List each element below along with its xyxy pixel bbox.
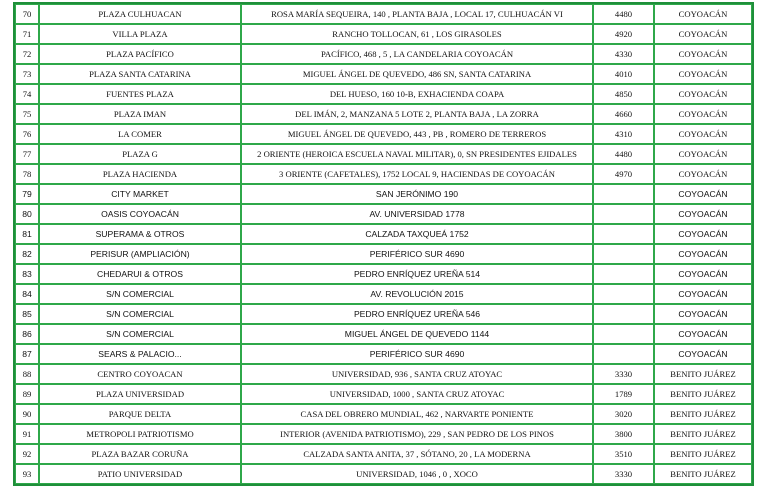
municipality-cell: COYOACÁN xyxy=(654,164,752,184)
municipality-cell: COYOACÁN xyxy=(654,244,752,264)
table-row xyxy=(15,404,752,424)
postal-code-cell: 4310 xyxy=(593,124,654,144)
plaza-name-cell: PLAZA G xyxy=(39,144,241,164)
postal-code-cell xyxy=(593,324,654,344)
plaza-name-cell: CENTRO COYOACAN xyxy=(39,364,241,384)
row-number-cell: 89 xyxy=(15,384,39,404)
plaza-name-cell: PERISUR (AMPLIACIÓN) xyxy=(39,244,241,264)
plaza-name-cell: PLAZA SANTA CATARINA xyxy=(39,64,241,84)
row-number-cell: 88 xyxy=(15,364,39,384)
address-cell: MIGUEL ÁNGEL DE QUEVEDO, 443 , PB , ROMERO DE TERREROS xyxy=(241,124,593,144)
row-number-cell: 74 xyxy=(15,84,39,104)
address-cell: RANCHO TOLLOCAN, 61 , LOS GIRASOLES xyxy=(241,24,593,44)
municipality-cell: COYOACÁN xyxy=(654,184,752,204)
municipality-cell: COYOACÁN xyxy=(654,344,752,364)
municipality-cell: BENITO JUÁREZ xyxy=(654,444,752,464)
row-number-cell: 84 xyxy=(15,284,39,304)
table-row xyxy=(15,324,752,344)
municipality-cell: COYOACÁN xyxy=(654,84,752,104)
municipality-cell: COYOACÁN xyxy=(654,304,752,324)
municipality-cell: COYOACÁN xyxy=(654,144,752,164)
address-cell: PEDRO ENRÍQUEZ UREÑA 514 xyxy=(241,264,593,284)
municipality-cell: BENITO JUÁREZ xyxy=(654,424,752,444)
address-cell: PACÍFICO, 468 , 5 , LA CANDELARIA COYOACÁN xyxy=(241,44,593,64)
plaza-name-cell: PLAZA CULHUACAN xyxy=(39,4,241,24)
address-cell: DEL IMÁN, 2, MANZANA 5 LOTE 2, PLANTA BAJA , LA ZORRA xyxy=(241,104,593,124)
municipality-cell: COYOACÁN xyxy=(654,104,752,124)
address-cell: AV. REVOLUCIÓN 2015 xyxy=(241,284,593,304)
row-number-cell: 76 xyxy=(15,124,39,144)
table-row xyxy=(15,24,752,44)
postal-code-cell: 3330 xyxy=(593,464,654,484)
row-number-cell: 79 xyxy=(15,184,39,204)
postal-code-cell xyxy=(593,244,654,264)
municipality-cell: COYOACÁN xyxy=(654,124,752,144)
plaza-name-cell: LA COMER xyxy=(39,124,241,144)
table-row xyxy=(15,444,752,464)
table-row xyxy=(15,364,752,384)
row-number-cell: 77 xyxy=(15,144,39,164)
row-number-cell: 83 xyxy=(15,264,39,284)
address-cell: UNIVERSIDAD, 1046 , 0 , XOCO xyxy=(241,464,593,484)
plaza-name-cell: PLAZA IMAN xyxy=(39,104,241,124)
table-row xyxy=(15,184,752,204)
address-cell: SAN JERÓNIMO 190 xyxy=(241,184,593,204)
municipality-cell: BENITO JUÁREZ xyxy=(654,384,752,404)
municipality-cell: COYOACÁN xyxy=(654,4,752,24)
postal-code-cell xyxy=(593,204,654,224)
plaza-name-cell: S/N COMERCIAL xyxy=(39,304,241,324)
table-row xyxy=(15,244,752,264)
municipality-cell: COYOACÁN xyxy=(654,44,752,64)
row-number-cell: 87 xyxy=(15,344,39,364)
postal-code-cell xyxy=(593,184,654,204)
municipality-cell: BENITO JUÁREZ xyxy=(654,404,752,424)
row-number-cell: 92 xyxy=(15,444,39,464)
table-row xyxy=(15,4,752,24)
table-row xyxy=(15,464,752,484)
row-number-cell: 93 xyxy=(15,464,39,484)
table-row xyxy=(15,284,752,304)
row-number-cell: 75 xyxy=(15,104,39,124)
postal-code-cell: 4480 xyxy=(593,144,654,164)
address-cell: MIGUEL ÁNGEL DE QUEVEDO 1144 xyxy=(241,324,593,344)
municipality-cell: BENITO JUÁREZ xyxy=(654,464,752,484)
table-row xyxy=(15,424,752,444)
plaza-name-cell: PARQUE DELTA xyxy=(39,404,241,424)
plaza-name-cell: PLAZA HACIENDA xyxy=(39,164,241,184)
municipality-cell: BENITO JUÁREZ xyxy=(654,364,752,384)
plaza-name-cell: VILLA PLAZA xyxy=(39,24,241,44)
address-cell: CALZADA TAXQUEÁ 1752 xyxy=(241,224,593,244)
municipality-cell: COYOACÁN xyxy=(654,204,752,224)
address-cell: AV. UNIVERSIDAD 1778 xyxy=(241,204,593,224)
postal-code-cell: 3800 xyxy=(593,424,654,444)
postal-code-cell xyxy=(593,224,654,244)
plaza-name-cell: S/N COMERCIAL xyxy=(39,284,241,304)
table-row xyxy=(15,204,752,224)
row-number-cell: 80 xyxy=(15,204,39,224)
plaza-table-container xyxy=(13,2,750,486)
address-cell: PEDRO ENRÍQUEZ UREÑA 546 xyxy=(241,304,593,324)
plaza-name-cell: SUPERAMA & OTROS xyxy=(39,224,241,244)
plaza-name-cell: CHEDARUI & OTROS xyxy=(39,264,241,284)
postal-code-cell xyxy=(593,304,654,324)
postal-code-cell: 4660 xyxy=(593,104,654,124)
plaza-name-cell: PLAZA BAZAR CORUÑA xyxy=(39,444,241,464)
address-cell: MIGUEL ÁNGEL DE QUEVEDO, 486 SN, SANTA CATARINA xyxy=(241,64,593,84)
municipality-cell: COYOACÁN xyxy=(654,24,752,44)
plaza-name-cell: S/N COMERCIAL xyxy=(39,324,241,344)
postal-code-cell: 4920 xyxy=(593,24,654,44)
table-row xyxy=(15,264,752,284)
address-cell: PERIFÉRICO SUR 4690 xyxy=(241,244,593,264)
postal-code-cell: 4850 xyxy=(593,84,654,104)
table-row xyxy=(15,84,752,104)
postal-code-cell: 4480 xyxy=(593,4,654,24)
municipality-cell: COYOACÁN xyxy=(654,284,752,304)
address-cell: CALZADA SANTA ANITA, 37 , SÓTANO, 20 , LA MODERNA xyxy=(241,444,593,464)
row-number-cell: 78 xyxy=(15,164,39,184)
row-number-cell: 71 xyxy=(15,24,39,44)
postal-code-cell: 3020 xyxy=(593,404,654,424)
row-number-cell: 70 xyxy=(15,4,39,24)
table-row xyxy=(15,224,752,244)
table-row xyxy=(15,164,752,184)
table-row xyxy=(15,44,752,64)
address-cell: DEL HUESO, 160 10-B, EXHACIENDA COAPA xyxy=(241,84,593,104)
address-cell: UNIVERSIDAD, 936 , SANTA CRUZ ATOYAC xyxy=(241,364,593,384)
municipality-cell: COYOACÁN xyxy=(654,324,752,344)
address-cell: ROSA MARÍA SEQUEIRA, 140 , PLANTA BAJA , LOCAL 17, CULHUACÁN VI xyxy=(241,4,593,24)
postal-code-cell xyxy=(593,344,654,364)
address-cell: INTERIOR (AVENIDA PATRIOTISMO), 229 , SAN PEDRO DE LOS PINOS xyxy=(241,424,593,444)
address-cell: PERIFÉRICO SUR 4690 xyxy=(241,344,593,364)
address-cell: 2 ORIENTE (HEROICA ESCUELA NAVAL MILITAR), 0, SN PRESIDENTES EJIDALES xyxy=(241,144,593,164)
address-cell: 3 ORIENTE (CAFETALES), 1752 LOCAL 9, HACIENDAS DE COYOACÁN xyxy=(241,164,593,184)
row-number-cell: 82 xyxy=(15,244,39,264)
postal-code-cell: 4330 xyxy=(593,44,654,64)
postal-code-cell: 4970 xyxy=(593,164,654,184)
address-cell: CASA DEL OBRERO MUNDIAL, 462 , NARVARTE PONIENTE xyxy=(241,404,593,424)
table-row xyxy=(15,104,752,124)
plaza-name-cell: SEARS & PALACIO... xyxy=(39,344,241,364)
municipality-cell: COYOACÁN xyxy=(654,64,752,84)
plaza-name-cell: METROPOLI PATRIOTISMO xyxy=(39,424,241,444)
table-body xyxy=(15,4,752,484)
postal-code-cell: 4010 xyxy=(593,64,654,84)
postal-code-cell: 3330 xyxy=(593,364,654,384)
plaza-table xyxy=(13,2,754,486)
row-number-cell: 90 xyxy=(15,404,39,424)
table-row xyxy=(15,384,752,404)
table-row xyxy=(15,304,752,324)
row-number-cell: 81 xyxy=(15,224,39,244)
plaza-name-cell: PATIO UNIVERSIDAD xyxy=(39,464,241,484)
table-row xyxy=(15,344,752,364)
postal-code-cell: 1789 xyxy=(593,384,654,404)
postal-code-cell: 3510 xyxy=(593,444,654,464)
row-number-cell: 86 xyxy=(15,324,39,344)
postal-code-cell xyxy=(593,284,654,304)
postal-code-cell xyxy=(593,264,654,284)
address-cell: UNIVERSIDAD, 1000 , SANTA CRUZ ATOYAC xyxy=(241,384,593,404)
row-number-cell: 73 xyxy=(15,64,39,84)
municipality-cell: COYOACÁN xyxy=(654,224,752,244)
row-number-cell: 85 xyxy=(15,304,39,324)
row-number-cell: 91 xyxy=(15,424,39,444)
plaza-name-cell: PLAZA PACÍFICO xyxy=(39,44,241,64)
table-row xyxy=(15,124,752,144)
row-number-cell: 72 xyxy=(15,44,39,64)
plaza-name-cell: FUENTES PLAZA xyxy=(39,84,241,104)
plaza-name-cell: CITY MARKET xyxy=(39,184,241,204)
table-row xyxy=(15,144,752,164)
plaza-name-cell: PLAZA UNIVERSIDAD xyxy=(39,384,241,404)
plaza-name-cell: OASIS COYOACÁN xyxy=(39,204,241,224)
municipality-cell: COYOACÁN xyxy=(654,264,752,284)
table-row xyxy=(15,64,752,84)
